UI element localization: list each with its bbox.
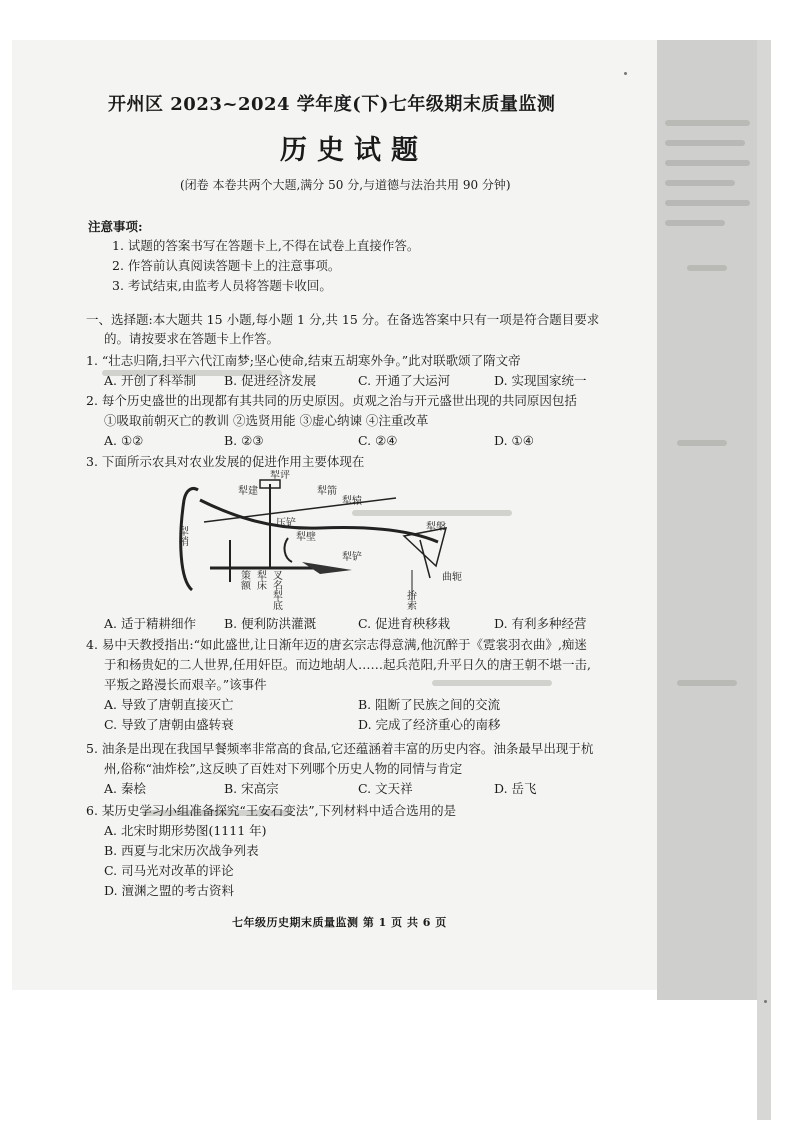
q6-option-b: B. 西夏与北宋历次战争列表 [104, 843, 259, 858]
label-lichuang: 犁床 [254, 570, 266, 590]
label-celu: 策额 [238, 570, 250, 590]
label-lipan2: 犁槃 [426, 522, 446, 533]
question-5-stem: 5. 油条是出现在我国早餐频率非常高的食品,它还蕴涵着丰富的历史内容。油条最早出现于杭 [86, 741, 594, 756]
label-bei: 拚索 [404, 590, 416, 610]
label-libi: 犁壁 [296, 532, 316, 543]
notice-heading: 注意事项: [88, 219, 143, 234]
label-yachan: 压铲 [276, 518, 296, 529]
q4-option-b: B. 阻断了民族之间的交流 [358, 697, 501, 712]
label-lijian2: 犁箭 [317, 486, 337, 497]
q5-option-b: B. 宋高宗 [224, 781, 279, 796]
question-4-stem-cont: 于和杨贵妃的二人世界,任用奸臣。而边地胡人……起兵范阳,升平日久的唐王朝不堪一击, [104, 657, 591, 672]
q1-option-b: B. 促进经济发展 [224, 373, 317, 388]
q2-statements: ①吸取前朝灭亡的教训 ②选贤用能 ③虚心纳谏 ④注重改革 [104, 413, 429, 428]
question-6-stem: 6. 某历史学习小组准备探究“王安石变法”,下列材料中适合选用的是 [86, 803, 457, 818]
q6-option-c: C. 司马光对改革的评论 [104, 863, 234, 878]
exam-title: 开州区 2023~2024 学年度(下)七年级期末质量监测 [108, 94, 556, 115]
q5-option-d: D. 岳飞 [494, 781, 537, 796]
exam-note: (闭卷 本卷共两个大题,满分 50 分,与道德与法治共用 90 分钟) [180, 178, 511, 192]
q4-option-d: D. 完成了经济重心的南移 [358, 717, 501, 732]
q3-option-c: C. 促进育秧移栽 [358, 616, 451, 631]
q1-option-c: C. 开通了大运河 [358, 373, 451, 388]
notice-item: 2. 作答前认真阅读答题卡上的注意事项。 [112, 258, 341, 273]
question-3-stem: 3. 下面所示农具对农业发展的促进作用主要体现在 [86, 454, 365, 469]
q3-option-b: B. 便利防洪灌溉 [224, 616, 317, 631]
q6-option-a: A. 北宋时期形势图(1111 年) [104, 823, 267, 838]
q1-option-d: D. 实现国家统一 [494, 373, 587, 388]
label-liping: 犁评 [270, 470, 290, 481]
curved-plow-diagram [120, 470, 550, 615]
label-qu-e: 曲轭 [442, 572, 462, 583]
scan-edge [757, 40, 771, 1120]
next-page-bleed [657, 40, 757, 1000]
q3-option-d: D. 有利多种经营 [494, 616, 587, 631]
q1-option-a: A. 开创了科举制 [104, 373, 196, 388]
q2-option-d: D. ①④ [494, 433, 534, 448]
question-1-stem: 1. “壮志归隋,扫平六代江南梦;坚心使命,结束五胡寒外争。”此对联歌颂了隋文帝 [86, 353, 521, 368]
q3-option-a: A. 适于精耕细作 [104, 616, 196, 631]
q2-option-a: A. ①② [104, 433, 144, 448]
question-5-stem-cont: 州,俗称“油炸桧”,这反映了百姓对下列哪个历史人物的同情与肯定 [104, 761, 463, 776]
notice-item: 1. 试题的答案书写在答题卡上,不得在试卷上直接作答。 [112, 238, 420, 253]
q2-option-c: C. ②④ [358, 433, 398, 448]
q6-option-d: D. 澶渊之盟的考古资料 [104, 883, 235, 898]
page-footer: 七年级历史期末质量监测 第 1 页 共 6 页 [232, 916, 447, 929]
label-lichan: 犁铲 [342, 552, 362, 563]
q5-option-c: C. 文天祥 [358, 781, 413, 796]
question-2-stem: 2. 每个历史盛世的出现都有其共同的历史原因。贞观之治与开元盛世出现的共同原因包括 [86, 393, 577, 408]
section-heading: 一、选择题:本大题共 15 小题,每小题 1 分,共 15 分。在备选答案中只有一项是符合题目要求 [86, 312, 600, 327]
subject-title: 历史试题 [280, 135, 428, 166]
q4-option-c: C. 导致了唐朝由盛转衰 [104, 717, 234, 732]
q4-option-a: A. 导致了唐朝直接灭亡 [104, 697, 234, 712]
q2-option-b: B. ②③ [224, 433, 264, 448]
scan-speck [764, 1000, 767, 1003]
question-4-stem: 4. 易中天教授指出:“如此盛世,让日渐年迈的唐玄宗志得意满,他沉醉于《霓裳羽衣曲》,痴迷 [86, 637, 587, 652]
label-lishao: 犁梢 [176, 526, 188, 546]
label-chaming: 叉名犁底 [270, 570, 282, 610]
section-heading-cont: 的。请按要求在答题卡上作答。 [104, 331, 280, 346]
label-lijian: 犁建 [238, 486, 258, 497]
q5-option-a: A. 秦桧 [104, 781, 146, 796]
label-lipan: 犁辕 [342, 496, 362, 507]
question-4-stem-cont: 平叛之路漫长而艰辛。”该事件 [104, 677, 267, 692]
scan-speck [624, 72, 627, 75]
notice-item: 3. 考试结束,由监考人员将答题卡收回。 [112, 278, 332, 293]
